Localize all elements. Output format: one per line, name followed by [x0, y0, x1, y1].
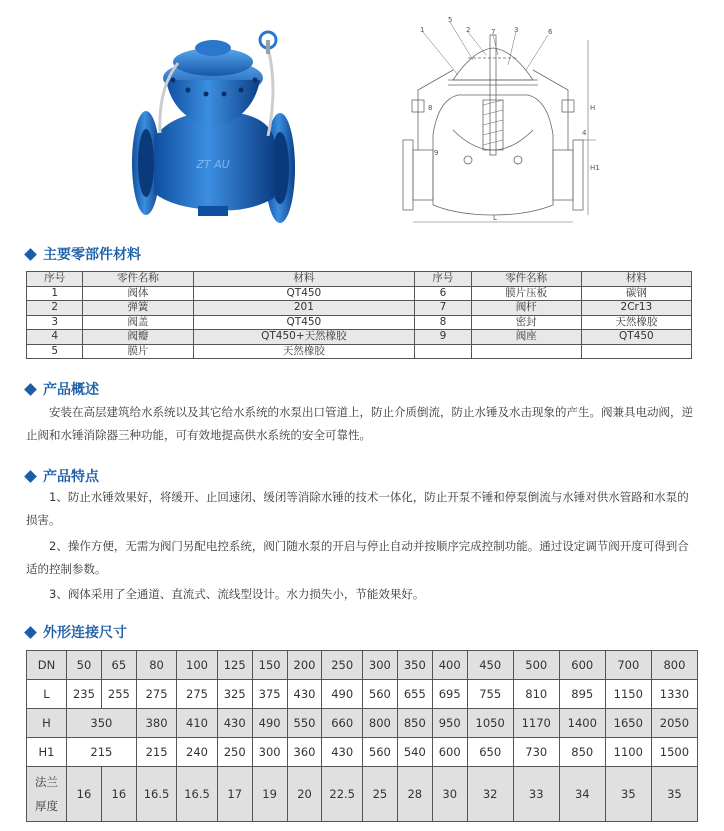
- table-cell: 215: [136, 738, 176, 767]
- drawing-label: 6: [548, 28, 553, 36]
- parts-materials-table: [26, 271, 692, 359]
- row-header: DN: [27, 651, 67, 680]
- table-cell: 600: [432, 738, 467, 767]
- drawing-label: H: [590, 104, 596, 112]
- table-cell: 490: [322, 680, 362, 709]
- table-row-h1: [27, 738, 698, 767]
- table-cell: 7: [415, 301, 471, 316]
- row-header: H: [27, 709, 67, 738]
- table-cell: 250: [322, 651, 362, 680]
- table-cell: 1150: [605, 680, 651, 709]
- table-cell: 380: [136, 709, 176, 738]
- section-title-features: [26, 466, 99, 486]
- section-title-text: 产品概述: [43, 382, 99, 398]
- table-cell: 4: [27, 330, 83, 345]
- table-row: [27, 301, 692, 316]
- table-cell: 275: [177, 680, 217, 709]
- table-cell: 660: [322, 709, 362, 738]
- table-cell: 560: [362, 680, 397, 709]
- table-cell: 密封: [471, 315, 581, 330]
- table-cell: 50: [67, 651, 102, 680]
- section-title-dimensions: [26, 622, 127, 642]
- row-header: H1: [27, 738, 67, 767]
- section-title-text: 外形连接尺寸: [43, 625, 127, 641]
- table-cell: 850: [397, 709, 432, 738]
- table-cell: 700: [605, 651, 651, 680]
- table-cell: 800: [651, 651, 697, 680]
- table-cell: 560: [362, 738, 397, 767]
- table-cell: 325: [217, 680, 252, 709]
- table-cell: 2Cr13: [581, 301, 691, 316]
- table-cell: 655: [397, 680, 432, 709]
- table-cell: 35: [605, 767, 651, 822]
- drawing-label: 1: [420, 26, 425, 34]
- table-cell: 膜片: [83, 344, 193, 359]
- table-cell: 1100: [605, 738, 651, 767]
- table-cell: 150: [252, 651, 287, 680]
- table-cell: 950: [432, 709, 467, 738]
- table-cell: 1170: [513, 709, 559, 738]
- table-cell: 730: [513, 738, 559, 767]
- table-cell: 天然橡胶: [193, 344, 415, 359]
- table-cell: 255: [101, 680, 136, 709]
- table-cell: 阀瓣: [83, 330, 193, 345]
- table-cell-merged: 215: [67, 738, 137, 767]
- table-cell: 35: [651, 767, 697, 822]
- table-cell: 65: [101, 651, 136, 680]
- table-row-h: [27, 709, 698, 738]
- table-row-flange-thickness: [27, 767, 698, 822]
- drawing-label: L: [493, 214, 497, 222]
- table-cell: 1330: [651, 680, 697, 709]
- drawing-label: 3: [514, 26, 519, 34]
- table-cell: 800: [362, 709, 397, 738]
- valve-photo: [128, 18, 303, 223]
- section-title-overview: [26, 379, 99, 399]
- table-header-cell: 材料: [581, 272, 691, 287]
- table-cell: 360: [287, 738, 322, 767]
- table-cell: 430: [287, 680, 322, 709]
- table-cell: 2: [27, 301, 83, 316]
- table-cell-merged: 350: [67, 709, 137, 738]
- drawing-label: 9: [434, 149, 439, 157]
- table-header-cell: 材料: [193, 272, 415, 287]
- table-cell: 490: [252, 709, 287, 738]
- table-row: [27, 330, 692, 345]
- table-cell: 200: [287, 651, 322, 680]
- table-cell: 16: [101, 767, 136, 822]
- drawing-label: 8: [428, 104, 433, 112]
- table-cell: 弹簧: [83, 301, 193, 316]
- table-cell: QT450: [193, 315, 415, 330]
- table-cell: 430: [322, 738, 362, 767]
- table-cell: 80: [136, 651, 176, 680]
- table-cell: 400: [432, 651, 467, 680]
- diamond-bullet-icon: [24, 248, 37, 261]
- overview-paragraph: 安装在高层建筑给水系统以及其它给水系统的水泵出口管道上，防止介质倒流，防止水锤及水击现象的产生。阀兼具电动阀，逆止阀和水锤消除器三种功能，可有效地提高供水系统的安全可靠性。: [26, 405, 693, 442]
- table-cell: 9: [415, 330, 471, 345]
- drawing-label: H1: [590, 164, 600, 172]
- table-row: [27, 286, 692, 301]
- drawing-label: 2: [466, 26, 471, 34]
- table-cell: [581, 344, 691, 359]
- dimensions-table: [26, 650, 698, 822]
- table-cell: 16: [67, 767, 102, 822]
- table-cell: 100: [177, 651, 217, 680]
- table-cell: 6: [415, 286, 471, 301]
- table-header-cell: 序号: [27, 272, 83, 287]
- row-header-line: 法兰: [35, 775, 58, 789]
- table-cell: 30: [432, 767, 467, 822]
- table-cell: 600: [559, 651, 605, 680]
- table-cell: 201: [193, 301, 415, 316]
- table-cell: 755: [467, 680, 513, 709]
- svg-text:ZT AU: ZT AU: [196, 158, 230, 171]
- table-cell: 235: [67, 680, 102, 709]
- table-cell: 20: [287, 767, 322, 822]
- table-cell: QT450+天然橡胶: [193, 330, 415, 345]
- table-cell: 410: [177, 709, 217, 738]
- table-header-row: [27, 272, 692, 287]
- row-header: L: [27, 680, 67, 709]
- table-header-cell: 零件名称: [83, 272, 193, 287]
- table-row-dn: [27, 651, 698, 680]
- section-title-text: 产品特点: [43, 469, 99, 485]
- table-cell: [471, 344, 581, 359]
- table-cell: 1050: [467, 709, 513, 738]
- table-cell: 22.5: [322, 767, 362, 822]
- table-cell: 350: [397, 651, 432, 680]
- table-cell: 8: [415, 315, 471, 330]
- table-cell: 17: [217, 767, 252, 822]
- drawing-label: 5: [448, 16, 453, 24]
- table-cell: 300: [362, 651, 397, 680]
- table-cell: 28: [397, 767, 432, 822]
- table-cell: 膜片压板: [471, 286, 581, 301]
- table-cell: 430: [217, 709, 252, 738]
- table-cell: 阀体: [83, 286, 193, 301]
- diamond-bullet-icon: [24, 383, 37, 396]
- table-cell: 16.5: [136, 767, 176, 822]
- row-header: [27, 767, 67, 822]
- table-header-cell: 序号: [415, 272, 471, 287]
- feature-paragraph: 2、操作方便，无需为阀门另配电控系统，阀门随水泵的开启与停止自动并按顺序完成控制功能。通过设定调节阀开度可得到合适的控制参数。: [26, 539, 689, 576]
- table-cell: 1: [27, 286, 83, 301]
- section-title-materials: [26, 244, 141, 264]
- table-row-l: [27, 680, 698, 709]
- table-cell: 1400: [559, 709, 605, 738]
- diamond-bullet-icon: [24, 470, 37, 483]
- table-cell: 32: [467, 767, 513, 822]
- table-cell: 300: [252, 738, 287, 767]
- table-cell: 540: [397, 738, 432, 767]
- table-cell: 天然橡胶: [581, 315, 691, 330]
- row-header-line: 厚度: [35, 799, 58, 813]
- section-title-text: 主要零部件材料: [43, 247, 141, 263]
- table-cell: 1650: [605, 709, 651, 738]
- table-cell: 阀杆: [471, 301, 581, 316]
- table-cell: 阀座: [471, 330, 581, 345]
- table-cell: 5: [27, 344, 83, 359]
- table-cell: 650: [467, 738, 513, 767]
- table-cell: 19: [252, 767, 287, 822]
- table-cell: 阀盖: [83, 315, 193, 330]
- table-cell: 250: [217, 738, 252, 767]
- table-cell: 695: [432, 680, 467, 709]
- table-cell: 2050: [651, 709, 697, 738]
- table-cell: 240: [177, 738, 217, 767]
- table-cell: 3: [27, 315, 83, 330]
- table-cell: 1500: [651, 738, 697, 767]
- table-cell: QT450: [581, 330, 691, 345]
- diamond-bullet-icon: [24, 626, 37, 639]
- feature-paragraph: 3、阀体采用了全通道、直流式、流线型设计。水力损失小，节能效果好。: [49, 587, 425, 601]
- feature-paragraph: 1、防止水锤效果好，将缓开、止回速闭、缓闭等消除水锤的技术一体化，防止开泵不锤和停泵倒流与水锤对供水管路和水泵的损害。: [26, 490, 689, 527]
- table-cell: 895: [559, 680, 605, 709]
- drawing-label: 7: [491, 28, 496, 36]
- table-row: [27, 344, 692, 359]
- table-cell: [415, 344, 471, 359]
- table-header-cell: 零件名称: [471, 272, 581, 287]
- table-row: [27, 315, 692, 330]
- table-cell: 375: [252, 680, 287, 709]
- table-cell: 275: [136, 680, 176, 709]
- table-cell: 450: [467, 651, 513, 680]
- product-figures: [0, 0, 724, 240]
- table-cell: 125: [217, 651, 252, 680]
- table-cell: 500: [513, 651, 559, 680]
- table-cell: 16.5: [177, 767, 217, 822]
- table-cell: 34: [559, 767, 605, 822]
- drawing-label: 4: [582, 129, 587, 137]
- table-cell: QT450: [193, 286, 415, 301]
- table-cell: 810: [513, 680, 559, 709]
- drawing-labels: [398, 10, 598, 235]
- table-cell: 33: [513, 767, 559, 822]
- table-cell: 25: [362, 767, 397, 822]
- table-cell: 碳钢: [581, 286, 691, 301]
- table-cell: 850: [559, 738, 605, 767]
- table-cell: 550: [287, 709, 322, 738]
